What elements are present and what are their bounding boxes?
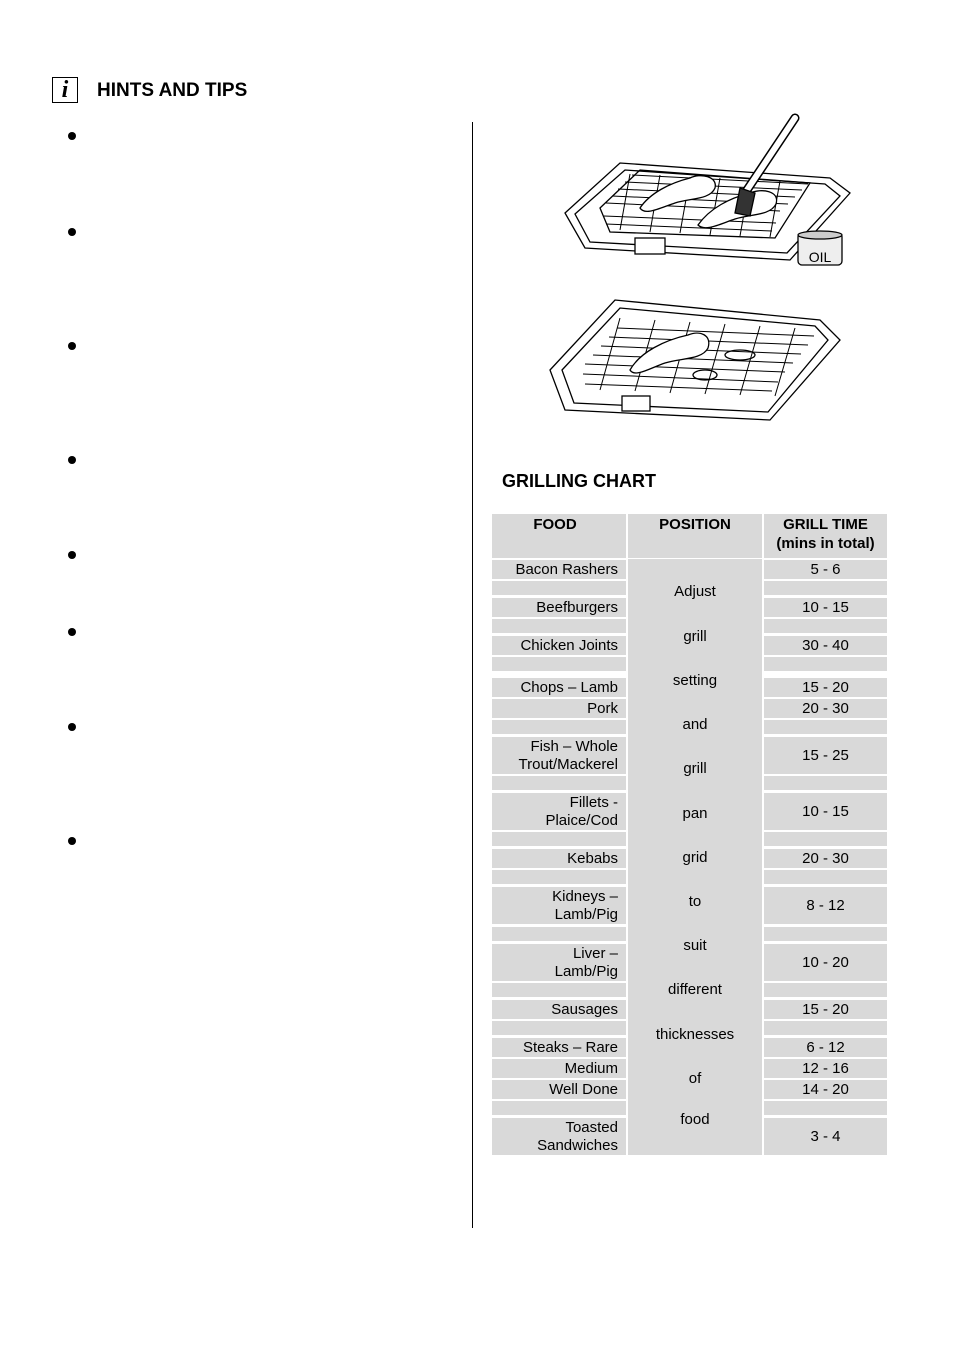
spacer-cell: [764, 720, 887, 734]
spacer-cell: [764, 1101, 887, 1115]
position-word: setting: [672, 672, 718, 689]
position-word: different: [668, 981, 722, 998]
bullet-7: [68, 723, 76, 731]
spacer-cell: [764, 832, 887, 846]
oil-label: OIL: [808, 249, 832, 265]
position-word: to: [688, 893, 702, 910]
food-cell: Kidneys – Lamb/Pig: [492, 887, 626, 924]
food-cell: Medium: [492, 1059, 626, 1078]
time-cell: 14 - 20: [764, 1080, 887, 1099]
grill-pan-brushing-illustration: [540, 108, 860, 278]
header-food: FOOD: [492, 514, 626, 558]
spacer-cell: [764, 870, 887, 884]
bullet-5: [68, 551, 76, 559]
food-cell: Chops – Lamb: [492, 678, 626, 697]
time-cell: 8 - 12: [764, 887, 887, 924]
food-cell: Sausages: [492, 1000, 626, 1019]
spacer-cell: [492, 1021, 626, 1035]
bullet-1: [68, 132, 76, 140]
food-cell: Toasted Sandwiches: [492, 1118, 626, 1155]
food-cell: Fillets - Plaice/Cod: [492, 793, 626, 830]
position-word: grid: [682, 849, 708, 866]
header-position: POSITION: [628, 514, 762, 558]
time-cell: 30 - 40: [764, 636, 887, 655]
bullet-4: [68, 456, 76, 464]
position-word: Adjust: [674, 583, 716, 600]
food-cell: Pork: [492, 699, 626, 718]
spacer-cell: [764, 581, 887, 595]
spacer-cell: [492, 870, 626, 884]
spacer-cell: [492, 657, 626, 671]
food-cell: Kebabs: [492, 849, 626, 868]
position-word: grill: [683, 760, 707, 777]
spacer-cell: [492, 776, 626, 790]
position-word: of: [688, 1070, 702, 1087]
food-cell: Fish – Whole Trout/Mackerel: [492, 737, 626, 774]
section-title: HINTS AND TIPS: [97, 80, 248, 101]
spacer-cell: [764, 983, 887, 997]
time-cell: 3 - 4: [764, 1118, 887, 1155]
spacer-cell: [492, 832, 626, 846]
position-word: grill: [683, 628, 707, 645]
grilling-chart-table: [491, 513, 888, 1156]
time-cell: 15 - 20: [764, 678, 887, 697]
time-cell: 6 - 12: [764, 1038, 887, 1057]
spacer-cell: [492, 720, 626, 734]
food-cell: Liver – Lamb/Pig: [492, 944, 626, 981]
food-cell: Beefburgers: [492, 598, 626, 617]
grill-pan-food-illustration: [540, 290, 860, 430]
time-cell: 15 - 20: [764, 1000, 887, 1019]
time-cell: 10 - 15: [764, 793, 887, 830]
position-word: suit: [683, 937, 707, 954]
spacer-cell: [492, 983, 626, 997]
spacer-cell: [764, 1021, 887, 1035]
time-cell: 20 - 30: [764, 849, 887, 868]
food-cell: Chicken Joints: [492, 636, 626, 655]
position-word: thicknesses: [655, 1026, 735, 1043]
spacer-cell: [492, 581, 626, 595]
position-word: pan: [682, 805, 708, 822]
time-cell: 10 - 15: [764, 598, 887, 617]
info-icon: i: [52, 77, 78, 103]
time-cell: 10 - 20: [764, 944, 887, 981]
position-word: food: [680, 1111, 710, 1128]
position-word: and: [682, 716, 708, 733]
spacer-cell: [764, 776, 887, 790]
time-cell: 5 - 6: [764, 560, 887, 579]
food-cell: Well Done: [492, 1080, 626, 1099]
bullet-6: [68, 628, 76, 636]
chart-title: GRILLING CHART: [502, 471, 656, 491]
time-cell: 12 - 16: [764, 1059, 887, 1078]
food-cell: Steaks – Rare: [492, 1038, 626, 1057]
bullet-8: [68, 837, 76, 845]
time-cell: 15 - 25: [764, 737, 887, 774]
spacer-cell: [492, 927, 626, 941]
spacer-cell: [764, 619, 887, 633]
header-time: GRILL TIME (mins in total): [764, 514, 887, 558]
spacer-cell: [492, 619, 626, 633]
time-cell: 20 - 30: [764, 699, 887, 718]
spacer-cell: [764, 927, 887, 941]
spacer-cell: [492, 1101, 626, 1115]
column-divider: [472, 122, 473, 1228]
bullet-3: [68, 342, 76, 350]
bullet-2: [68, 228, 76, 236]
spacer-cell: [764, 657, 887, 671]
food-cell: Bacon Rashers: [492, 560, 626, 579]
